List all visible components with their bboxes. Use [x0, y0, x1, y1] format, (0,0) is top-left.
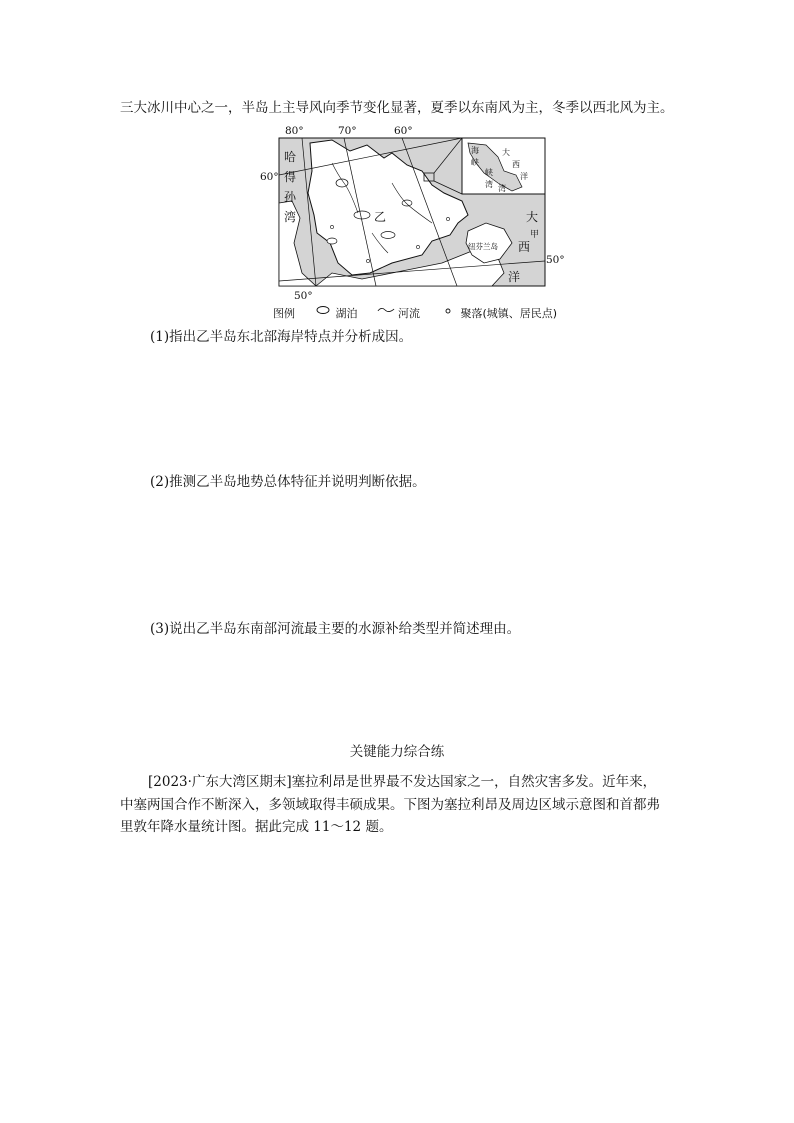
question-1: (1)指出乙半岛东北部海岸特点并分析成因。	[150, 329, 413, 345]
label-newfoundland: 纽芬兰岛	[468, 242, 498, 251]
section-title: 关键能力综合练	[349, 744, 445, 760]
inset-label: 海	[471, 146, 479, 155]
label-lat-60: 60°	[260, 171, 279, 183]
question-2: (2)推测乙半岛地势总体特征并说明判断依据。	[150, 474, 426, 490]
lake-shape	[354, 211, 370, 219]
inset-label: 湾	[498, 184, 506, 193]
passage-line: 里敦年降水量统计图。据此完成 11～12 题。	[120, 819, 393, 835]
label-bay: 孙	[284, 190, 297, 204]
label-lon-60: 60°	[394, 125, 413, 137]
lake-shape	[381, 232, 395, 239]
label-ocean: 洋	[508, 270, 521, 284]
label-lon-50: 50°	[294, 290, 313, 302]
inset-label: 峡	[485, 168, 493, 177]
river-icon	[377, 304, 395, 316]
label-bay: 哈	[284, 150, 297, 164]
lake-shape	[402, 200, 412, 206]
label-jia: 甲	[530, 230, 540, 240]
settlement-dot	[416, 245, 419, 248]
label-bay: 湾	[284, 210, 297, 224]
inset-label: 大	[502, 148, 510, 157]
intro-text: 三大冰川中心之一，半岛上主导风向季节变化显著，夏季以东南风为主，冬季以西北风为主。	[120, 100, 674, 116]
label-ocean: 大	[526, 210, 539, 224]
settlement-dot	[446, 217, 449, 220]
passage-paragraph	[120, 771, 680, 839]
inset-label: 峡	[471, 158, 479, 167]
inset-label: 湾	[485, 180, 493, 189]
passage-line: 中塞两国合作不断深入，多领域取得丰硕成果。下图为塞拉利昂及周边区域示意图和首都弗	[120, 796, 660, 813]
map-figure	[260, 123, 568, 302]
label-ocean: 西	[518, 240, 531, 254]
passage-line: [2023·广东大湾区期末]塞拉利昂是世界最不发达国家之一，自然灾害多发。近年来，	[148, 774, 657, 790]
peninsula-map	[260, 123, 568, 321]
label-yi: 乙	[374, 210, 387, 224]
map-legend	[273, 304, 557, 321]
legend-river: 河流	[398, 307, 420, 320]
label-lon-80: 80°	[285, 125, 304, 137]
settlement-dot	[330, 225, 333, 228]
lake-shape	[327, 238, 337, 244]
legend-title: 图例	[273, 307, 295, 320]
lake-icon	[314, 304, 332, 316]
question-3: (3)说出乙半岛东南部河流最主要的水源补给类型并简述理由。	[150, 621, 521, 637]
inset-label: 西	[512, 160, 520, 169]
legend-lake: 湖泊	[335, 307, 358, 320]
settlement-icon	[439, 304, 457, 316]
legend-settlement: 聚落(城镇、居民点)	[460, 307, 558, 320]
label-lon-70: 70°	[338, 125, 357, 137]
label-lat-50: 50°	[546, 254, 565, 266]
settlement-dot	[366, 259, 369, 262]
label-bay: 得	[284, 170, 297, 184]
inset-label: 洋	[520, 172, 528, 181]
